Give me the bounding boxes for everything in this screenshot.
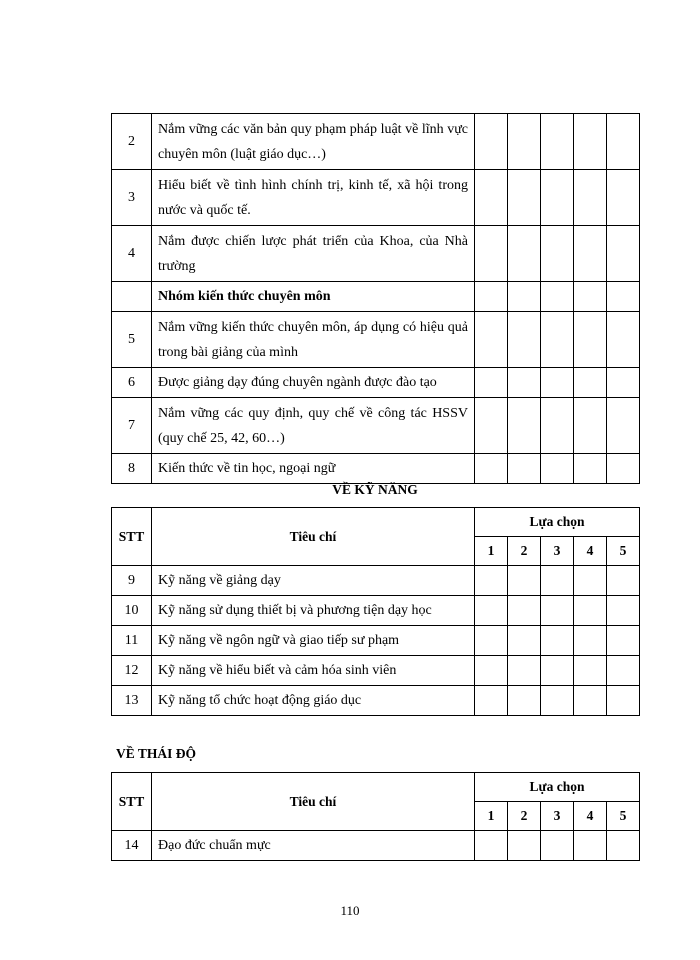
- row-criteria: Kỹ năng về giảng dạy: [152, 566, 475, 596]
- choice-cell[interactable]: [541, 626, 574, 656]
- row-stt: 2: [112, 114, 152, 170]
- table-row: [112, 656, 640, 686]
- choice-cell[interactable]: [475, 831, 508, 861]
- choice-cell[interactable]: [541, 282, 574, 312]
- option-3: 3: [541, 802, 574, 831]
- choice-cell[interactable]: [508, 566, 541, 596]
- row-stt: 5: [112, 312, 152, 368]
- choice-cell[interactable]: [508, 596, 541, 626]
- table-row: [112, 626, 640, 656]
- choice-cell[interactable]: [508, 368, 541, 398]
- choice-cell[interactable]: [574, 312, 607, 368]
- choice-cell[interactable]: [607, 566, 640, 596]
- row-criteria: Nắm vững các văn bản quy phạm pháp luật về lĩnh vực chuyên môn (luật giáo dục…): [152, 114, 475, 170]
- table-row: [112, 566, 640, 596]
- row-criteria: Kỹ năng sử dụng thiết bị và phương tiện dạy học: [152, 596, 475, 626]
- option-5: 5: [607, 537, 640, 566]
- row-stt: 3: [112, 170, 152, 226]
- choice-cell[interactable]: [508, 454, 541, 484]
- choice-cell[interactable]: [574, 114, 607, 170]
- choice-cell[interactable]: [475, 368, 508, 398]
- choice-cell[interactable]: [607, 831, 640, 861]
- choice-cell[interactable]: [508, 626, 541, 656]
- row-criteria: Đạo đức chuẩn mực: [152, 831, 475, 861]
- row-stt: 6: [112, 368, 152, 398]
- choice-cell[interactable]: [541, 226, 574, 282]
- choice-cell[interactable]: [475, 170, 508, 226]
- row-criteria: Kỹ năng về hiểu biết và cảm hóa sinh viên: [152, 656, 475, 686]
- choice-cell[interactable]: [541, 566, 574, 596]
- choice-cell[interactable]: [574, 626, 607, 656]
- group-heading: Nhóm kiến thức chuyên môn: [152, 282, 475, 312]
- choice-cell[interactable]: [607, 114, 640, 170]
- choice-cell[interactable]: [607, 454, 640, 484]
- choice-cell[interactable]: [508, 226, 541, 282]
- criteria-header: Tiêu chí: [152, 508, 475, 566]
- choice-cell[interactable]: [508, 282, 541, 312]
- row-stt: 8: [112, 454, 152, 484]
- choice-cell[interactable]: [574, 226, 607, 282]
- table-row: [112, 282, 640, 312]
- page-number: 110: [340, 903, 360, 918]
- choice-cell[interactable]: [574, 831, 607, 861]
- row-stt: 10: [112, 596, 152, 626]
- choice-cell[interactable]: [508, 312, 541, 368]
- table-row: [112, 596, 640, 626]
- choice-cell[interactable]: [508, 656, 541, 686]
- option-2: 2: [508, 802, 541, 831]
- choice-cell[interactable]: [541, 686, 574, 716]
- choice-cell[interactable]: [475, 398, 508, 454]
- choice-cell[interactable]: [574, 656, 607, 686]
- stt-header: STT: [112, 773, 152, 831]
- row-stt: 11: [112, 626, 152, 656]
- choice-cell[interactable]: [607, 398, 640, 454]
- choice-cell[interactable]: [574, 282, 607, 312]
- option-5: 5: [607, 802, 640, 831]
- table-row: [112, 114, 640, 170]
- choice-cell[interactable]: [475, 226, 508, 282]
- choice-cell[interactable]: [508, 831, 541, 861]
- option-2: 2: [508, 537, 541, 566]
- choice-cell[interactable]: [574, 398, 607, 454]
- choice-cell[interactable]: [475, 656, 508, 686]
- choice-cell[interactable]: [574, 368, 607, 398]
- row-stt: 4: [112, 226, 152, 282]
- choice-cell[interactable]: [475, 686, 508, 716]
- choice-cell[interactable]: [541, 398, 574, 454]
- row-criteria: Nắm vững kiến thức chuyên môn, áp dụng có hiệu quả trong bài giảng của mình: [152, 312, 475, 368]
- choice-cell[interactable]: [475, 312, 508, 368]
- table-row: [112, 454, 640, 484]
- skills-table: [111, 507, 640, 716]
- choice-cell[interactable]: [607, 626, 640, 656]
- choice-cell[interactable]: [541, 114, 574, 170]
- choice-cell[interactable]: [475, 596, 508, 626]
- choice-cell[interactable]: [607, 312, 640, 368]
- choice-cell[interactable]: [475, 114, 508, 170]
- row-stt: 12: [112, 656, 152, 686]
- choice-cell[interactable]: [607, 656, 640, 686]
- choice-cell[interactable]: [541, 312, 574, 368]
- choice-header: Lựa chọn: [475, 773, 640, 802]
- table-row: [112, 398, 640, 454]
- choice-cell[interactable]: [574, 686, 607, 716]
- choice-cell[interactable]: [508, 114, 541, 170]
- stt-header: STT: [112, 508, 152, 566]
- choice-cell[interactable]: [574, 596, 607, 626]
- criteria-header: Tiêu chí: [152, 773, 475, 831]
- attitude-heading: VỀ THÁI ĐỘ: [116, 746, 197, 761]
- table-row: [112, 170, 640, 226]
- knowledge-table: [111, 113, 640, 484]
- choice-header: Lựa chọn: [475, 508, 640, 537]
- choice-cell[interactable]: [475, 626, 508, 656]
- row-criteria: Nắm được chiến lược phát triển của Khoa, của Nhà trường: [152, 226, 475, 282]
- table-row: [112, 368, 640, 398]
- header-row: [112, 508, 640, 537]
- row-criteria: Được giảng dạy đúng chuyên ngành được đào tạo: [152, 368, 475, 398]
- option-3: 3: [541, 537, 574, 566]
- choice-cell[interactable]: [607, 170, 640, 226]
- choice-cell[interactable]: [475, 566, 508, 596]
- choice-cell[interactable]: [508, 170, 541, 226]
- choice-cell[interactable]: [607, 368, 640, 398]
- row-stt: 13: [112, 686, 152, 716]
- option-4: 4: [574, 802, 607, 831]
- choice-cell[interactable]: [574, 454, 607, 484]
- row-stt: 9: [112, 566, 152, 596]
- skills-heading: VỀ KỸ NĂNG: [332, 482, 418, 497]
- choice-cell[interactable]: [541, 454, 574, 484]
- choice-cell[interactable]: [607, 226, 640, 282]
- attitude-table: [111, 772, 640, 861]
- choice-cell[interactable]: [607, 686, 640, 716]
- option-1: 1: [475, 537, 508, 566]
- choice-cell[interactable]: [541, 656, 574, 686]
- row-criteria: Hiểu biết về tình hình chính trị, kinh tế, xã hội trong nước và quốc tế.: [152, 170, 475, 226]
- choice-cell[interactable]: [508, 686, 541, 716]
- option-1: 1: [475, 802, 508, 831]
- choice-cell[interactable]: [607, 282, 640, 312]
- row-stt: 7: [112, 398, 152, 454]
- row-criteria: Nắm vững các quy định, quy chế về công tác HSSV (quy chế 25, 42, 60…): [152, 398, 475, 454]
- table-row: [112, 686, 640, 716]
- row-criteria: Kỹ năng tổ chức hoạt động giáo dục: [152, 686, 475, 716]
- option-4: 4: [574, 537, 607, 566]
- choice-cell[interactable]: [574, 566, 607, 596]
- table-row: [112, 312, 640, 368]
- row-criteria: Kỹ năng về ngôn ngữ và giao tiếp sư phạm: [152, 626, 475, 656]
- table-row: [112, 831, 640, 861]
- choice-cell[interactable]: [475, 454, 508, 484]
- choice-cell[interactable]: [607, 596, 640, 626]
- choice-cell[interactable]: [574, 170, 607, 226]
- choice-cell[interactable]: [508, 398, 541, 454]
- row-stt: [112, 282, 152, 312]
- choice-cell[interactable]: [541, 596, 574, 626]
- row-criteria: Kiến thức về tin học, ngoại ngữ: [152, 454, 475, 484]
- choice-cell[interactable]: [475, 282, 508, 312]
- row-stt: 14: [112, 831, 152, 861]
- choice-cell[interactable]: [541, 368, 574, 398]
- choice-cell[interactable]: [541, 831, 574, 861]
- header-row: [112, 773, 640, 802]
- choice-cell[interactable]: [541, 170, 574, 226]
- table-row: [112, 226, 640, 282]
